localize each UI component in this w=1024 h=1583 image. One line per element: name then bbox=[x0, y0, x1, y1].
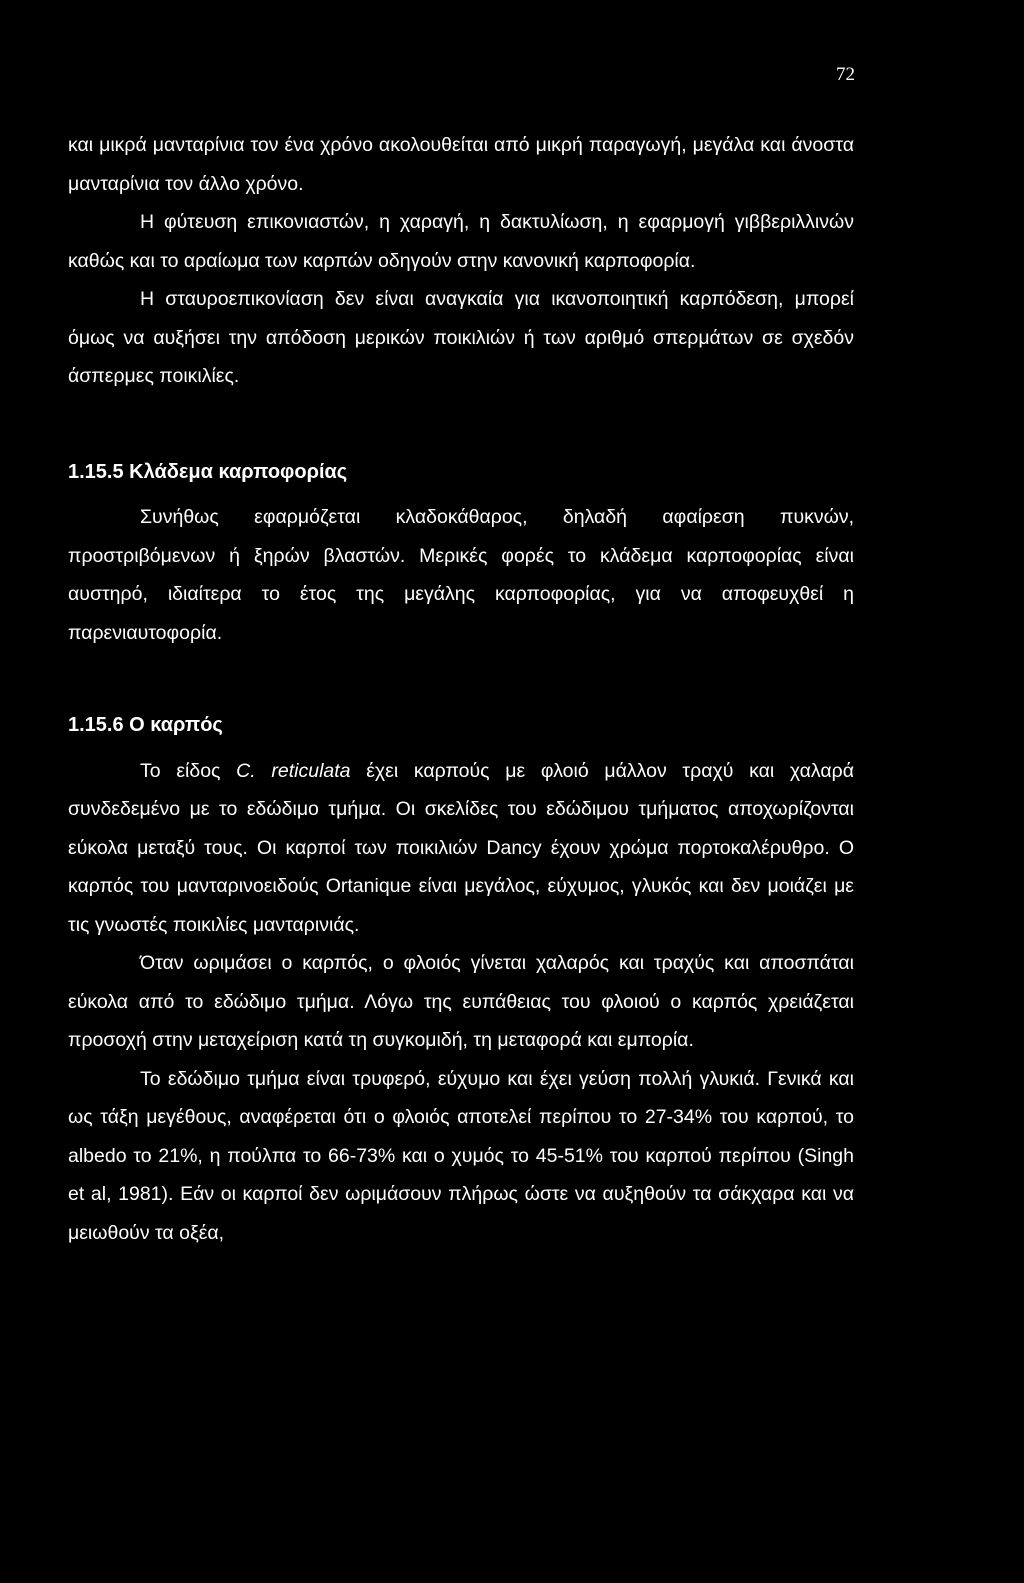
document-body bbox=[68, 126, 854, 1252]
species-name: C. reticulata bbox=[236, 759, 351, 782]
text-run: έχει καρπούς με φλοιό μάλλον τραχύ και χαλαρά συνδεδεμένο με το εδώδιμο τμήμα. Οι σκελίδες του εδώδιμου τμήματος αποχωρίζονται εύκολα μεταξύ τους. Οι καρποί των ποικιλιών Dancy έχουν χρώμα πορτοκαλέρυθρο. Ο καρπός του μανταρινοειδούς Ortanique είναι μεγάλος, εύχυμος, γλυκός και δεν μοιάζει με τις γνωστές ποικιλίες μανταρινιάς. bbox=[68, 759, 855, 936]
paragraph: Το εδώδιμο τμήμα είναι τρυφερό, εύχυμο και έχει γεύση πολλή γλυκιά. Γενικά και ως τάξη μεγέθους, αναφέρεται ότι ο φλοιός αποτελεί περίπου το 27-34% του καρπού, το albedo το 21%, η πούλπα το 66-73% και ο χυμός το 45-51% του καρπού περίπου (Singh et al, 1981). Εάν οι καρποί δεν ωριμάσουν πλήρως ώστε να αυξηθούν τα σάκχαρα και να μειωθούν τα οξέα, bbox=[68, 1067, 854, 1244]
page-number: 72 bbox=[836, 64, 855, 85]
section-heading: 1.15.6 Ο καρπός bbox=[68, 714, 223, 736]
paragraph: και μικρά μανταρίνια τον ένα χρόνο ακολουθείται από μικρή παραγωγή, μεγάλα και άνοστα μανταρίνια τον άλλο χρόνο. bbox=[68, 134, 854, 195]
paragraph: Συνήθως εφαρμόζεται κλαδοκάθαρος, δηλαδή αφαίρεση πυκνών, προστριβόμενων ή ξηρών βλαστών. Μερικές φορές το κλάδεμα καρποφορίας είναι αυστηρό, ιδιαίτερα το έτος της μεγάλης καρποφορίας, για να αποφευχθεί η παρενιαυτοφορία. bbox=[68, 506, 854, 644]
text-run: Το είδος bbox=[140, 759, 237, 782]
paragraph bbox=[68, 752, 854, 945]
section-heading: 1.15.5 Κλάδεμα καρποφορίας bbox=[68, 460, 348, 483]
paragraph: Η σταυροεπικονίαση δεν είναι αναγκαία για ικανοποιητική καρπόδεση, μπορεί όμως να αυξήσει την απόδοση μερικών ποικιλιών ή των αριθμό σπερμάτων σε σχεδόν άσπερμες ποικιλίες. bbox=[68, 288, 854, 387]
paragraph: Η φύτευση επικονιαστών, η χαραγή, η δακτυλίωση, η εφαρμογή γιββεριλλινών καθώς και το αραίωμα των καρπών οδηγούν στην κανονική καρποφορία. bbox=[68, 211, 854, 272]
paragraph: Όταν ωριμάσει ο καρπός, ο φλοιός γίνεται χαλαρός και τραχύς και αποσπάται εύκολα από το εδώδιμο τμήμα. Λόγω της ευπάθειας του φλοιού ο καρπός χρειάζεται προσοχή στην μεταχείριση κατά τη συγκομιδή, τη μεταφορά και εμπορία. bbox=[68, 952, 854, 1051]
